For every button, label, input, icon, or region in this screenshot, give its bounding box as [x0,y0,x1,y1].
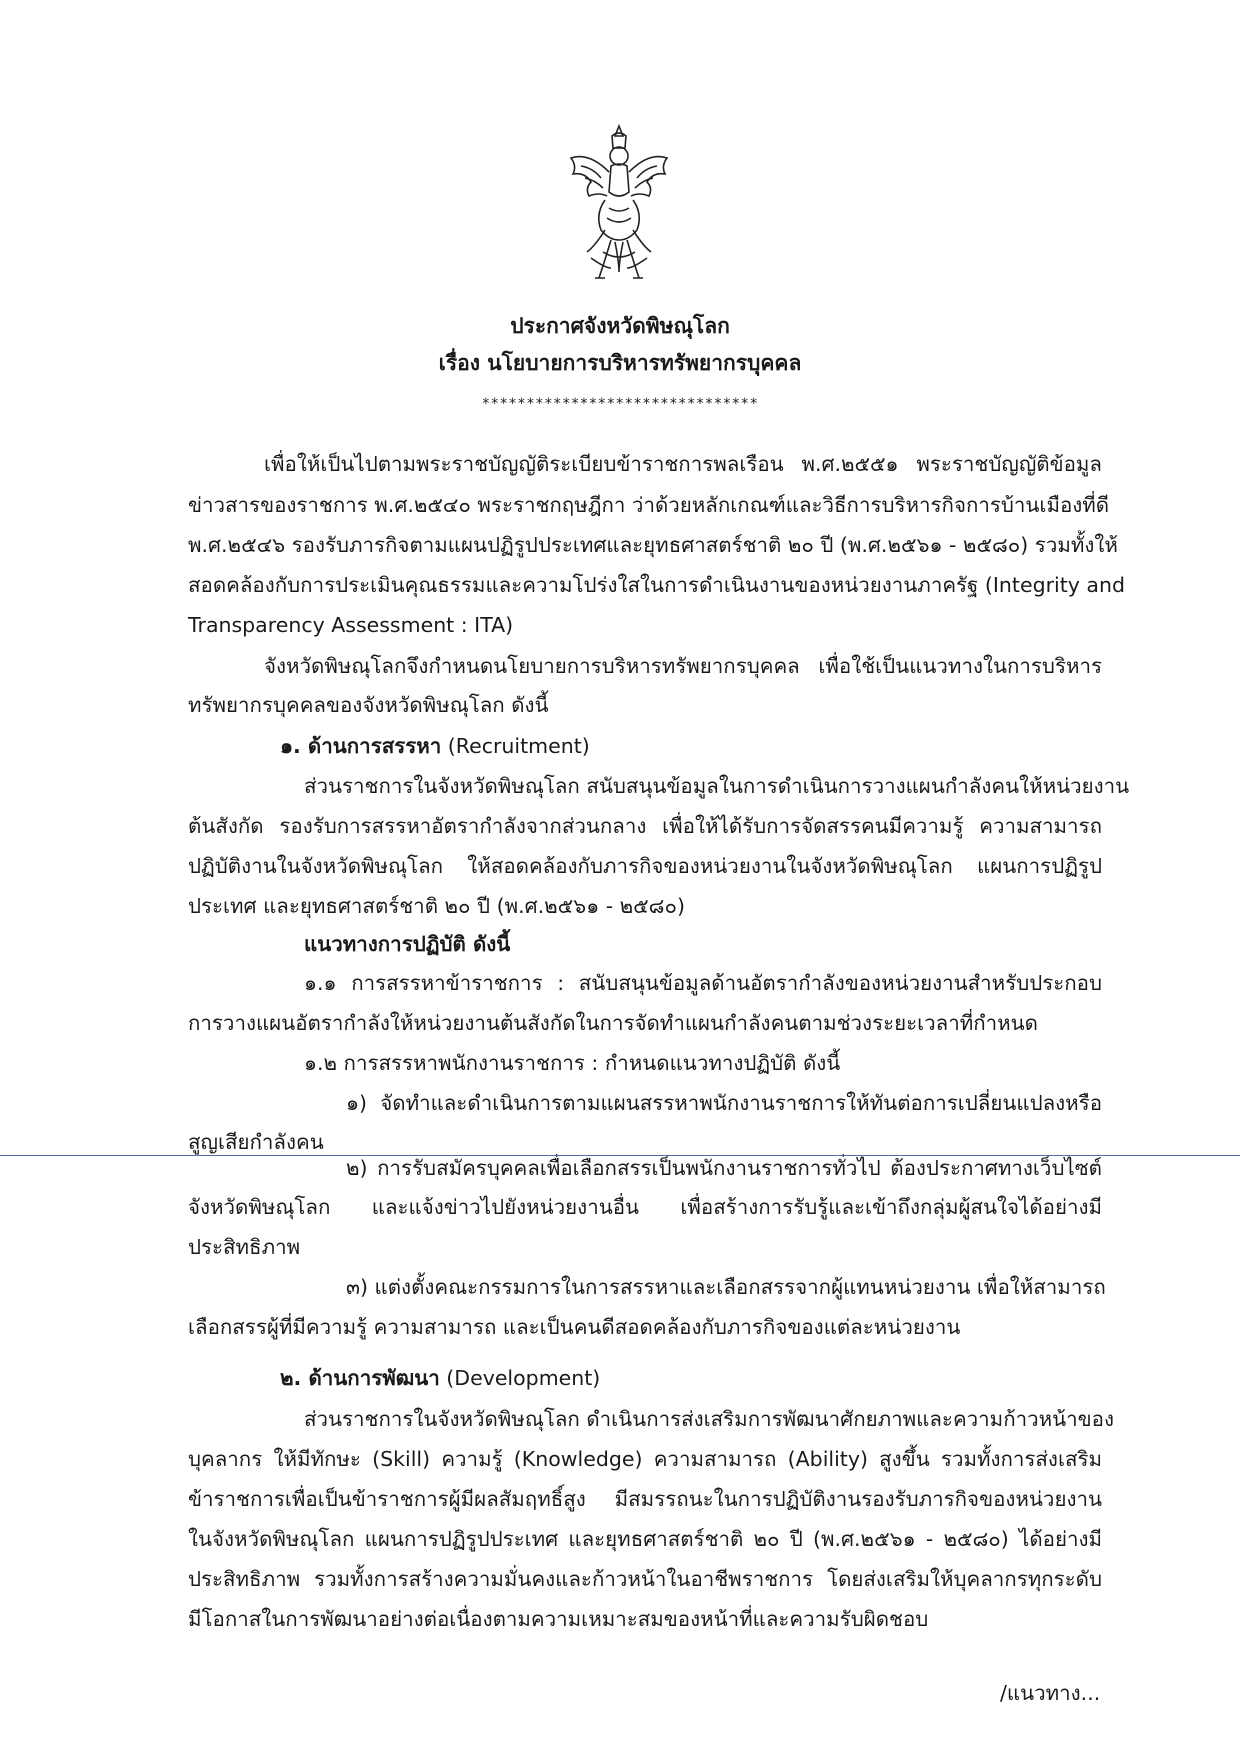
intro-line-5: Transparency Assessment : ITA) [188,613,514,637]
s1-para-line-1: ส่วนราชการในจังหวัดพิษณุโลก สนับสนุนข้อมูลในการดำเนินการวางแผนกำลังคนให้หน่วยงาน [304,774,1130,798]
intro-line-4: สอดคล้องกับการประเมินคุณธรรมและความโปร่งใสในการดำเนินงานของหน่วยงานภาครัฐ (Integrity and [188,573,1125,597]
section-1-heading-th: ๑. ด้านการสรรหา [280,734,442,758]
section-2-heading-en: (Development) [439,1366,601,1390]
s2-para-line-1: ส่วนราชการในจังหวัดพิษณุโลก ดำเนินการส่งเสริมการพัฒนาศักยภาพและความก้าวหน้าของ [304,1407,1115,1431]
sub-item-2-line-2: จังหวัดพิษณุโลก และแจ้งข่าวไปยังหน่วยงานอื่น เพื่อสร้างการรับรู้และเข้าถึงกลุ่มผู้สนใจได้อย่างมี [188,1195,1102,1219]
s1-para-line-3: ปฏิบัติงานในจังหวัดพิษณุโลก ให้สอดคล้องกับภารกิจของหน่วยงานในจังหวัดพิษณุโลก แผนการปฏิรูป [188,854,1102,878]
s1-para-line-2: ต้นสังกัด รองรับการสรรหาอัตรากำลังจากส่วนกลาง เพื่อให้ได้รับการจัดสรรคนมีความรู้ ความสามารถ [188,814,1102,838]
s2-para-line-6: มีโอกาสในการพัฒนาอย่างต่อเนื่องตามความเหมาะสมของหน้าที่และความรับผิดชอบ [188,1607,929,1631]
policy-line-1: จังหวัดพิษณุโลกจึงกำหนดนโยบายการบริหารทรัพยากรบุคคล เพื่อใช้เป็นแนวทางในการบริหาร [264,654,1102,678]
s2-para-line-5: ประสิทธิภาพ รวมทั้งการสร้างความมั่นคงและก้าวหน้าในอาชีพราชการ โดยส่งเสริมให้บุคลากรทุกระดับ [188,1567,1102,1591]
intro-line-1: เพื่อให้เป็นไปตามพระราชบัญญัติระเบียบข้าราชการพลเรือน พ.ศ.๒๕๕๑ พระราชบัญญัติข้อมูล [264,452,1102,476]
s2-para-line-4: ในจังหวัดพิษณุโลก แผนการปฏิรูปประเทศ และยุทธศาสตร์ชาติ ๒๐ ปี (พ.ศ.๒๕๖๑ - ๒๕๘๐) ได้อย่างมี [188,1527,1102,1551]
intro-line-3: พ.ศ.๒๕๔๖ รองรับภารกิจตามแผนปฏิรูปประเทศและยุทธศาสตร์ชาติ ๒๐ ปี (พ.ศ.๒๕๖๑ - ๒๕๘๐) รวมทั้งให้ [188,533,1118,557]
sub-item-3-line-2: เลือกสรรผู้ที่มีความรู้ ความสามารถ และเป็นคนดีสอดคล้องกับภารกิจของแต่ละหน่วยงาน [188,1315,961,1339]
sub-item-2-line-1: ๒) การรับสมัครบุคคลเพื่อเลือกสรรเป็นพนักงานราชการทั่วไป ต้องประกาศทางเว็บไซต์ [346,1156,1102,1180]
continued-marker: /แนวทาง... [1000,1681,1101,1705]
s2-para-line-2: บุคลากร ให้มีทักษะ (Skill) ความรู้ (Knowledge) ความสามารถ (Ability) สูงขึ้น รวมทั้งการส่งเสริม [188,1447,1102,1471]
sub-item-1-line-1: ๑) จัดทำและดำเนินการตามแผนสรรหาพนักงานราชการให้ทันต่อการเปลี่ยนแปลงหรือ [346,1091,1102,1115]
section-2-heading [280,1363,600,1393]
scan-line [0,1155,1240,1156]
section-1-heading [280,731,590,761]
sub-item-3-line-1: ๓) แต่งตั้งคณะกรรมการในการสรรหาและเลือกสรรจากผู้แทนหน่วยงาน เพื่อให้สามารถ [346,1275,1106,1299]
section-2-heading-th: ๒. ด้านการพัฒนา [280,1366,440,1390]
item-1-1-line-1: ๑.๑ การสรรหาข้าราชการ : สนับสนุนข้อมูลด้านอัตรากำลังของหน่วยงานสำหรับประกอบ [304,971,1102,995]
sub-item-2-line-3: ประสิทธิภาพ [188,1235,301,1259]
policy-line-2: ทรัพยากรบุคคลของจังหวัดพิษณุโลก ดังนี้ [188,693,549,717]
title-divider: ******************************* [481,396,759,412]
announcement-subject: เรื่อง นโยบายการบริหารทรัพยากรบุคคล [438,351,802,375]
sub-item-1-line-2: สูญเสียกำลังคน [188,1130,324,1154]
item-1-2: ๑.๒ การสรรหาพนักงานราชการ : กำหนดแนวทางปฏิบัติ ดังนี้ [304,1051,841,1075]
announcement-title: ประกาศจังหวัดพิษณุโลก [510,314,730,338]
s2-para-line-3: ข้าราชการเพื่อเป็นข้าราชการผู้มีผลสัมฤทธิ์สูง มีสมรรถนะในการปฏิบัติงานรองรับภารกิจของหน่วยงาน [188,1487,1102,1511]
intro-line-2: ข่าวสารของราชการ พ.ศ.๒๕๔๐ พระราชกฤษฎีกา ว่าด้วยหลักเกณฑ์และวิธีการบริหารกิจการบ้านเมืองที่ดี [188,493,1110,517]
section-1-heading-en: (Recruitment) [441,734,590,758]
garuda-emblem [565,122,673,292]
s1-para-line-4: ประเทศ และยุทธศาสตร์ชาติ ๒๐ ปี (พ.ศ.๒๕๖๑ - ๒๕๘๐) [188,894,685,918]
s1-guideline-heading: แนวทางการปฏิบัติ ดังนี้ [304,932,511,956]
item-1-1-line-2: การวางแผนอัตรากำลังให้หน่วยงานต้นสังกัดในการจัดทำแผนกำลังคนตามช่วงระยะเวลาที่กำหนด [188,1011,1038,1035]
